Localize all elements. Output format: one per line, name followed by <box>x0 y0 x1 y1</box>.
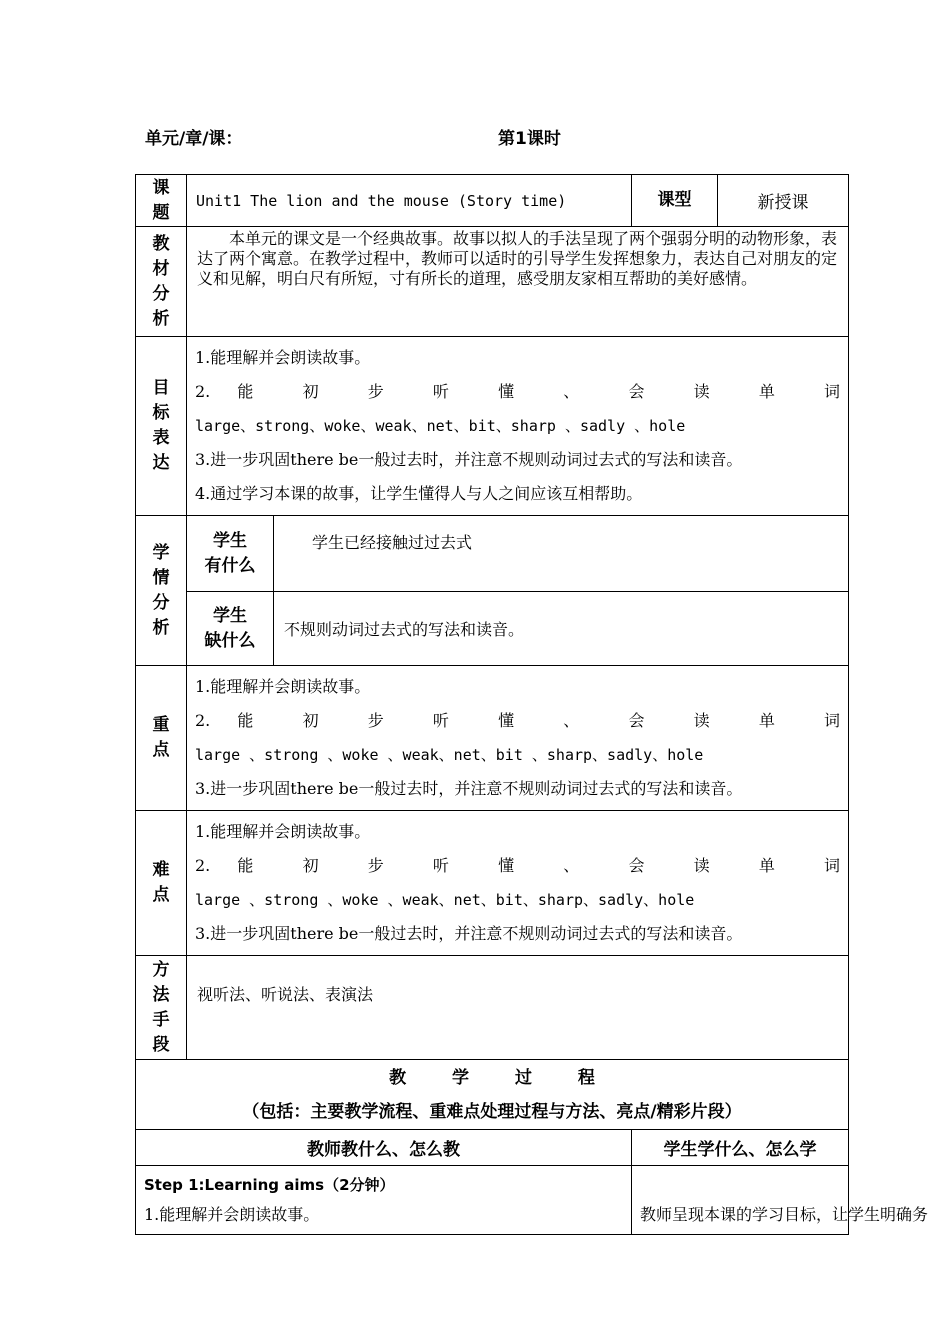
step1-student-cell: 教师呈现本课的学习目标，让学生明确务 <box>632 1166 849 1235</box>
step1-title: Step 1:Learning aims（2分钟） <box>144 1176 395 1194</box>
process-subtitle: （包括：主要教学流程、重难点处理过程与方法、亮点/精彩片段） <box>242 1101 742 1122</box>
process-head-row <box>136 1130 849 1166</box>
difficult-line-3: large 、strong 、woke 、weak、net、bit、sharp、sadly、hole <box>195 891 695 909</box>
material-text: 本单元的课文是一个经典故事。故事以拟人的手法呈现了两个强弱分明的动物形象，表达了两个寓意。在教学过程中，教师可以适时的引导学生发挥想象力，表达自己对朋友的定义和见解，明白尺有所短，寸有所长的道理，感受朋友家相互帮助的美好感情。 <box>187 227 849 337</box>
material-row <box>136 227 849 337</box>
goal-line-5: 4.通过学习本课的故事，让学生懂得人与人之间应该互相帮助。 <box>195 484 643 503</box>
difficult-line-2: 2. 能 初 步 听 懂 、 会 读 单 词 <box>195 856 841 875</box>
goal-line-2: 2. 能 初 步 听 懂 、 会 读 单 词 <box>195 382 841 401</box>
key-line-1: 1.能理解并会朗读故事。 <box>195 677 371 696</box>
difficult-line-4: 3.进一步巩固there be一般过去时，并注意不规则动词过去式的写法和读音。 <box>195 924 743 943</box>
method-text: 视听法、听说法、表演法 <box>187 956 849 1060</box>
goal-line-1: 1.能理解并会朗读故事。 <box>195 348 371 367</box>
key-line-4: 3.进一步巩固there be一般过去时，并注意不规则动词过去式的写法和读音。 <box>195 779 743 798</box>
step1-teacher-cell <box>136 1166 632 1235</box>
difficult-row <box>136 811 849 956</box>
method-label: 方 法 手 段 <box>136 956 187 1060</box>
situation-label: 学 情 分 析 <box>136 516 187 666</box>
teacher-column-head: 教师教什么、怎么教 <box>136 1130 632 1166</box>
process-title: 教 学 过 程 <box>389 1067 595 1088</box>
students-lack-text: 不规则动词过去式的写法和读音。 <box>274 592 849 666</box>
goals-label: 目 标 表 达 <box>136 337 187 516</box>
topic-row <box>136 175 849 227</box>
key-row <box>136 666 849 811</box>
goal-line-3: large、strong、woke、weak、net、bit、sharp 、sadly 、hole <box>195 417 686 435</box>
students-have-label: 学生 有什么 <box>187 516 274 592</box>
key-label: 重 点 <box>136 666 187 811</box>
lesson-plan-table <box>135 174 929 1235</box>
unit-chapter-label: 单元/章/课： <box>145 129 243 149</box>
key-line-3: large 、strong 、woke 、weak、net、bit 、sharp、sadly、hole <box>195 746 704 764</box>
student-column-head: 学生学什么、怎么学 <box>632 1130 849 1166</box>
goal-line-4: 3.进一步巩固there be一般过去时，并注意不规则动词过去式的写法和读音。 <box>195 450 743 469</box>
goals-content <box>187 337 849 516</box>
step1-item: 1.能理解并会朗读故事。 <box>144 1205 320 1224</box>
method-row <box>136 956 849 1060</box>
students-lack-label: 学生 缺什么 <box>187 592 274 666</box>
students-have-text: 学生已经接触过过去式 <box>274 516 849 592</box>
key-line-2: 2. 能 初 步 听 懂 、 会 读 单 词 <box>195 711 841 730</box>
process-title-row <box>136 1060 849 1130</box>
goals-row <box>136 337 849 516</box>
situation-lack-row <box>136 592 849 666</box>
difficult-label: 难 点 <box>136 811 187 956</box>
key-content <box>187 666 849 811</box>
lesson-type-label: 课型 <box>632 175 718 227</box>
material-label: 教 材 分 析 <box>136 227 187 337</box>
situation-have-row <box>136 516 849 592</box>
topic-label: 课 题 <box>136 175 187 227</box>
difficult-line-1: 1.能理解并会朗读故事。 <box>195 822 371 841</box>
process-header <box>136 1060 849 1130</box>
difficult-content <box>187 811 849 956</box>
lesson-period: 第1课时 <box>498 129 561 149</box>
topic-value: Unit1 The lion and the mouse (Story time) <box>187 175 632 227</box>
step1-row <box>136 1166 849 1235</box>
lesson-type-value: 新授课 <box>718 175 849 227</box>
